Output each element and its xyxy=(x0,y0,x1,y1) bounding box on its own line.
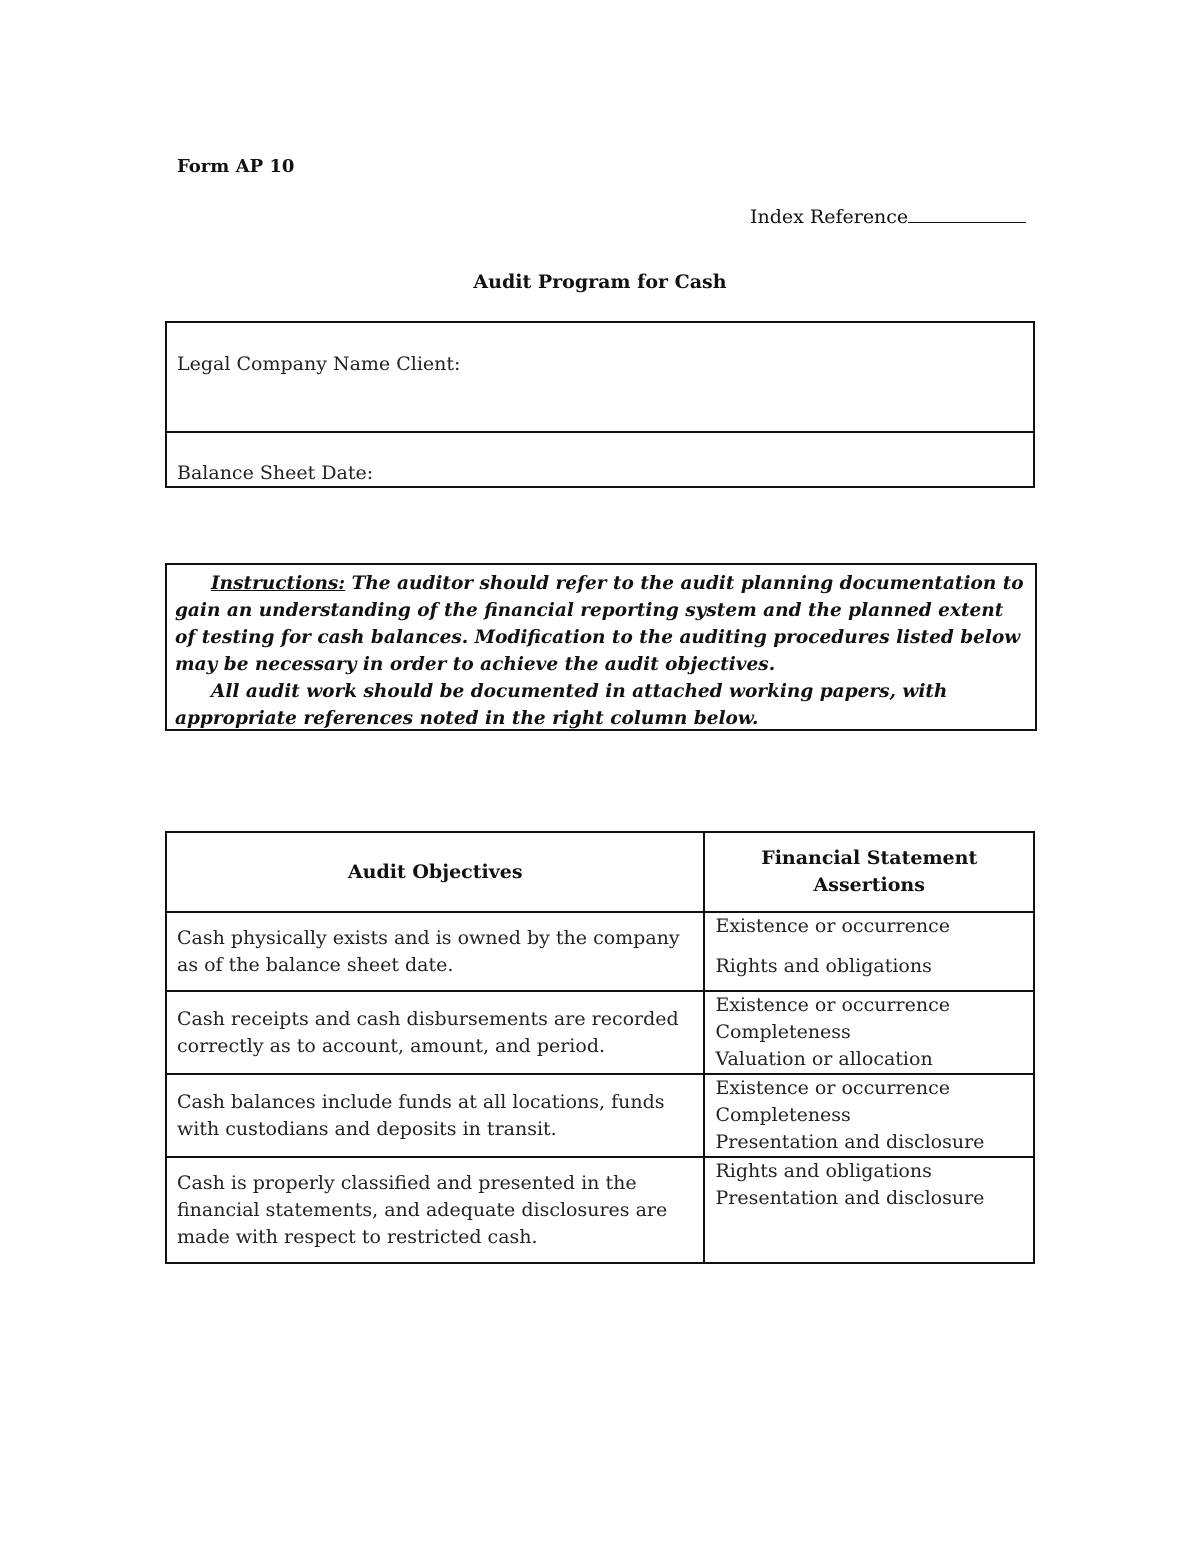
assertion: Valuation or allocation xyxy=(715,1048,933,1070)
header-assertions: Financial Statement Assertions xyxy=(704,832,1034,912)
table-row xyxy=(166,1157,1034,1263)
client-info-box xyxy=(165,321,1035,488)
assertion: Completeness xyxy=(715,1021,851,1043)
page-title: Audit Program for Cash xyxy=(473,271,727,293)
assertion: Completeness xyxy=(715,1104,851,1126)
index-reference xyxy=(750,204,1026,228)
balance-sheet-date-label: Balance Sheet Date: xyxy=(177,462,374,484)
table-row xyxy=(166,912,1034,991)
assertion: Rights and obligations xyxy=(715,955,932,977)
form-id: Form AP 10 xyxy=(177,156,295,177)
objective-cell xyxy=(166,912,704,991)
index-reference-label: Index Reference xyxy=(750,206,909,228)
instructions-paragraph-2: All audit work should be documented in attached working papers, with appropriate references noted in the right column below. xyxy=(175,681,948,729)
instructions-lead: Instructions: xyxy=(211,573,346,594)
assertion: Presentation and disclosure xyxy=(715,1131,985,1153)
header-audit-objectives: Audit Objectives xyxy=(166,832,704,912)
objective-text: Cash balances include funds at all locations, funds with custodians and deposits in transit. xyxy=(177,1090,665,1140)
instructions-box xyxy=(165,563,1037,731)
assertions-cell xyxy=(704,991,1034,1074)
assertions-cell xyxy=(704,912,1034,991)
assertion: Existence or occurrence xyxy=(715,1077,950,1099)
table-header-row xyxy=(166,832,1034,912)
company-name-row[interactable] xyxy=(167,323,1033,433)
table-row xyxy=(166,1074,1034,1157)
objective-text: Cash receipts and cash disbursements are recorded correctly as to account, amount, and period. xyxy=(177,1007,679,1057)
assertion: Existence or occurrence xyxy=(715,994,950,1016)
audit-objectives-table xyxy=(165,831,1035,1264)
assertions-cell xyxy=(704,1157,1034,1263)
assertion: Presentation and disclosure xyxy=(715,1187,985,1209)
objective-cell xyxy=(166,1074,704,1157)
instructions-paragraph-1 xyxy=(175,570,1027,678)
assertions-cell xyxy=(704,1074,1034,1157)
objective-text: Cash is properly classified and presented in the financial statements, and adequate disclosures are made with respect to restricted cash. xyxy=(177,1171,668,1248)
objective-text: Cash physically exists and is owned by the company as of the balance sheet date. xyxy=(177,926,680,976)
objective-cell xyxy=(166,1157,704,1263)
index-reference-blank[interactable] xyxy=(908,204,1026,223)
instructions-text-1: The auditor should refer to the audit planning documentation to gain an understanding of the financial reporting system and the planned extent of testing for cash balances. Modification to the auditing procedures listed below may be necessary in order to achieve the audit objectives. xyxy=(175,573,1024,675)
objective-cell xyxy=(166,991,704,1074)
assertion: Existence or occurrence xyxy=(715,915,950,937)
table-row xyxy=(166,991,1034,1074)
assertion: Rights and obligations xyxy=(715,1160,932,1182)
company-name-label: Legal Company Name Client: xyxy=(177,353,461,375)
